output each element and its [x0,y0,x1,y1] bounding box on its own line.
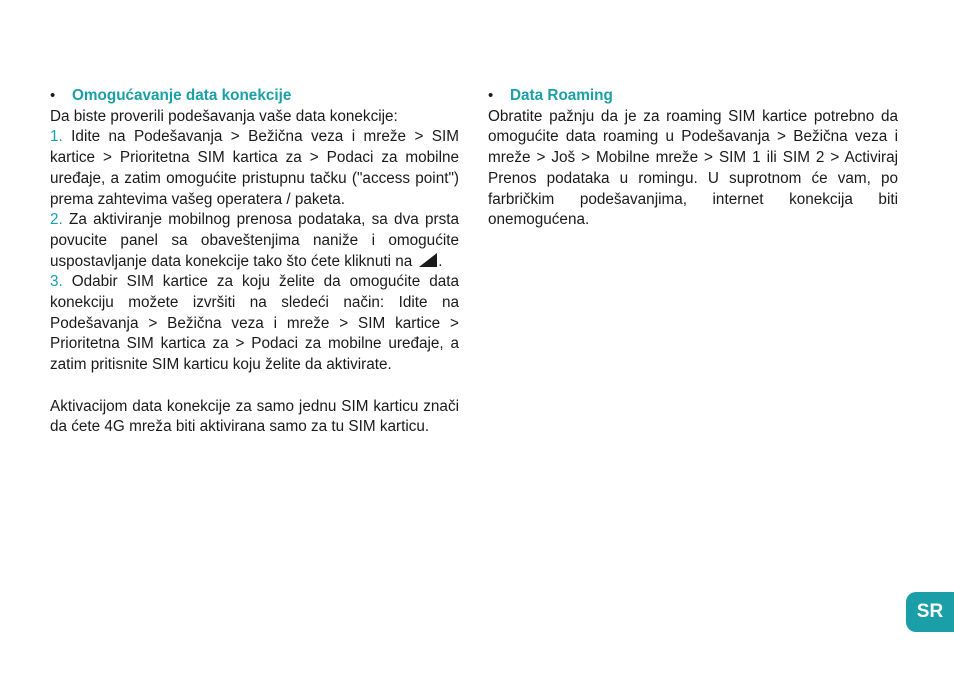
heading-data-connection: Omogućavanje data konekcije [72,87,292,104]
heading-data-roaming: Data Roaming [510,87,613,104]
note-text: Aktivacijom data konekcije za samo jednu SIM karticu znači da ćete 4G mreža biti aktivirana samo za tu SIM karticu. [50,397,459,436]
bullet: • [50,87,56,104]
step-text: Odabir SIM kartice za koju želite da omogućite data konekciju možete izvršiti na sledeći način: Idite na Podešavanja > Bežična veza i mreže > SIM kartice > Prioritetna SIM kartica za > Podaci za mobilne uređaje, a zatim pritisnite SIM karticu koju želite da aktivirate. [50,273,459,374]
step-1 [50,127,459,210]
step-3 [50,272,459,376]
mobile-signal-icon [418,252,438,268]
bullet: • [488,87,494,104]
step-text: Idite na Podešavanja > Bežična veza i mreže > SIM kartice > Prioritetna SIM kartica za > Podaci za mobilne uređaje, a zatim omogućite pristupnu tačku ("access point") prema zahtevima vašeg operatera / paketa. [50,128,459,208]
step-number: 2. [50,211,63,229]
right-column [488,86,898,231]
left-column [50,86,459,438]
step-suffix: . [438,252,443,270]
intro-text: Da biste proverili podešavanja vaše data konekcije: [50,107,398,125]
step-number: 3. [50,273,63,291]
step-2 [50,210,459,272]
section-heading [50,86,459,107]
step-number: 1. [50,128,63,146]
section-heading [488,86,898,107]
roaming-text: Obratite pažnju da je za roaming SIM kartice potrebno da omogućite data roaming u Podešavanja > Bežična veza i mreže > Još > Mobilne mreže > SIM 1 ili SIM 2 > Activiraj Prenos podataka u romingu. U suprotnom će vam, po farbričkim podešavanjima, internet konekcija biti onemogućena. [488,107,898,229]
spacer [50,376,459,397]
language-tab: SR [906,592,954,632]
step-text: Za aktiviranje mobilnog prenosa podataka, sa dva prsta povucite panel sa obaveštenjima naniže i omogućite uspostavljanje data konekcije tako što ćete kliknuti na [50,211,459,270]
